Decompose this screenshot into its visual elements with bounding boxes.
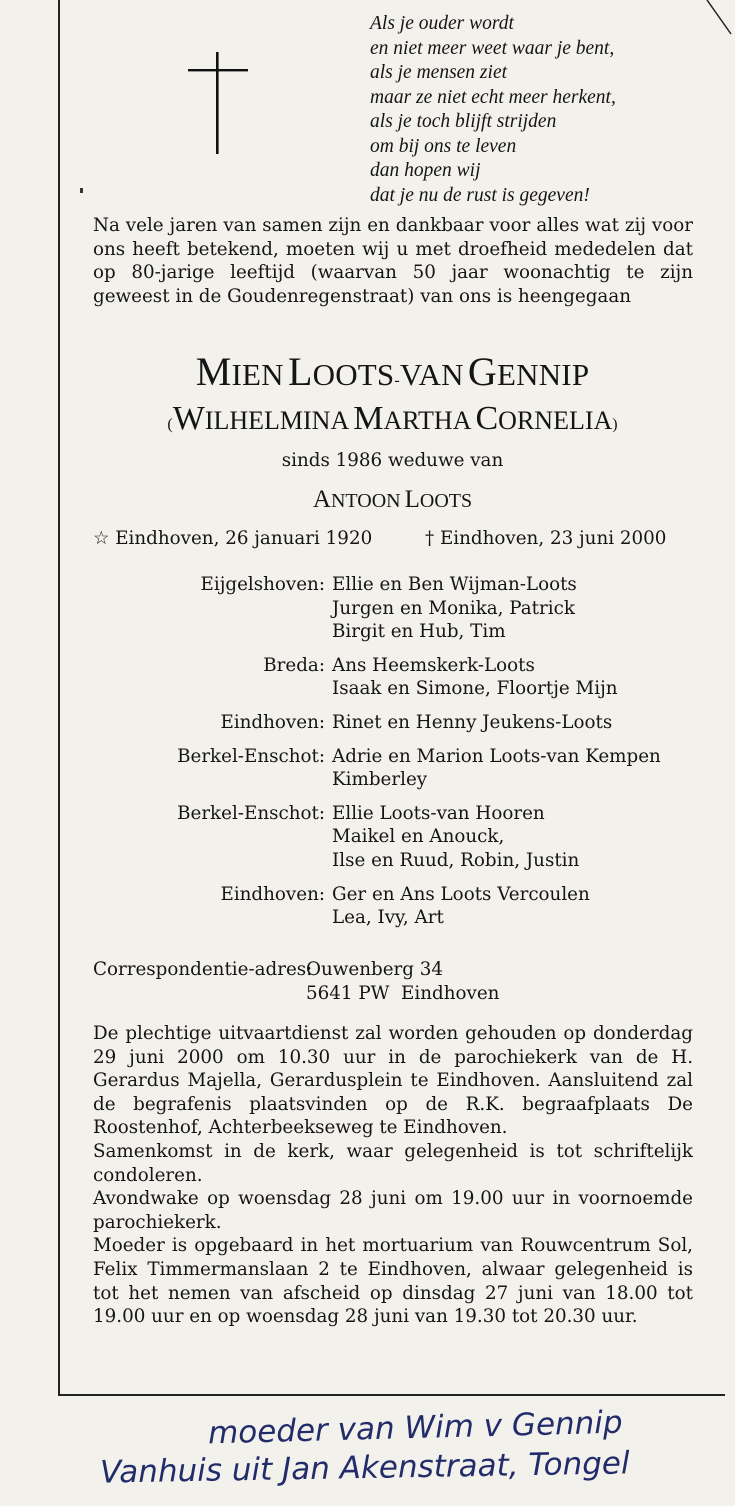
deceased-name: MIEN LOOTS-VAN GENNIP [195, 349, 590, 394]
family-member: Lea, Ivy, Art [332, 907, 444, 929]
poem-line: Als je ouder wordt [370, 13, 514, 34]
birth-date: ☆ Eindhoven, 26 januari 1920 [93, 528, 373, 549]
family-list [93, 573, 703, 930]
family-member: Ilse en Ruud, Robin, Justin [332, 849, 580, 871]
family-place: Eijgelshoven: [200, 574, 325, 595]
family-member: Adrie en Marion Loots-van Kempen [332, 745, 661, 767]
service-paragraph: Avondwake op woensdag 28 juni om 19.00 uur in voornoemde parochiekerk. [93, 1188, 693, 1233]
family-place: Breda: [263, 654, 325, 676]
stray-mark [80, 188, 83, 193]
family-member: Maikel en Anouck, [332, 826, 505, 848]
family-place: Eindhoven: [220, 883, 325, 905]
family-place: Berkel-Enschot: [177, 745, 325, 767]
death-date: † Eindhoven, 23 juni 2000 [425, 528, 667, 549]
poem-line: als je toch blijft strijden [370, 111, 557, 132]
spouse-name: ANTOON LOOTS [312, 486, 473, 513]
family-group [93, 802, 703, 873]
correspondence-label: Correspondentie-adres: [93, 959, 313, 980]
address-line-1: Ouwenberg 34 [306, 959, 444, 980]
poem [370, 12, 616, 208]
poem-line: dat je nu de rust is gegeven! [370, 184, 590, 206]
family-group [93, 573, 703, 644]
poem-line: en niet meer weet waar je bent, [370, 37, 615, 59]
service-paragraph: Moeder is opgebaard in het mortuarium van Rouwcentrum Sol, Felix Timmermanslaan 2 te Eindhoven, alwaar gelegenheid is tot het nemen van afscheid op dinsdag 27 juni van 18.00 tot 19.00 uur en op woensdag 28 juni van 19.30 tot 20.30 uur. [93, 1235, 693, 1328]
family-member: Rinet en Henny Jeukens-Loots [332, 711, 613, 733]
service-paragraph: De plechtige uitvaartdienst zal worden gehouden op donderdag 29 juni 2000 om 10.30 uur in de parochiekerk van de H. Gerardus Majella, Gerardusplein te Eindhoven. Aansluitend zal de begrafenis plaatsvinden op de R.K. begraafplaats De Roostenhof, Achterbeekseweg te Eindhoven. [93, 1023, 693, 1139]
handwritten-line-2: Vanhuis uit Jan Akenstraat, Tongel [99, 1445, 630, 1491]
family-member: Isaak en Simone, Floortje Mijn [332, 678, 618, 700]
poem-line: als je mensen ziet [370, 62, 508, 83]
service-paragraph: Samenkomst in de kerk, waar gelegenheid is tot schriftelijk condoleren. [93, 1140, 693, 1186]
family-group [93, 711, 703, 735]
widow-line: sinds 1986 weduwe van [281, 450, 504, 471]
handwritten-line-1: moeder van Wim v Gennip [207, 1404, 624, 1452]
family-member: Jurgen en Monika, Patrick [332, 597, 575, 619]
family-member: Ger en Ans Loots Vercoulen [332, 883, 590, 905]
family-member: Ellie Loots-van Hooren [332, 802, 545, 824]
family-member: Kimberley [332, 769, 428, 791]
correspondence-address [93, 958, 499, 1005]
family-group [93, 654, 703, 701]
deceased-full-name: (WILHELMINA MARTHA CORNELIA) [167, 400, 618, 437]
family-place: Eindhoven: [220, 711, 325, 733]
family-member: Ellie en Ben Wijman-Loots [332, 574, 577, 595]
service-details [93, 1022, 693, 1329]
intro-paragraph: Na vele jaren van samen zijn en dankbaar voor alles wat zij voor ons heeft betekend, moeten wij u met droefheid mededelen dat op 80-jarige leeftijd (waarvan 50 jaar woonachtig te zijn geweest in de Goudenregenstraat) van ons is heengegaan [93, 215, 693, 307]
address-line-2: 5641 PW Eindhoven [306, 982, 500, 1004]
poem-line: om bij ons te leven [370, 135, 517, 157]
family-place: Berkel-Enschot: [177, 802, 325, 824]
family-group [93, 745, 703, 792]
poem-line: dan hopen wij [370, 160, 481, 181]
family-member: Ans Heemskerk-Loots [332, 654, 535, 676]
family-member: Birgit en Hub, Tim [332, 621, 506, 643]
cross-icon [188, 52, 250, 156]
poem-line: maar ze niet echt meer herkent, [370, 86, 616, 108]
corner-line-mark [705, 0, 735, 40]
family-group [93, 883, 703, 930]
